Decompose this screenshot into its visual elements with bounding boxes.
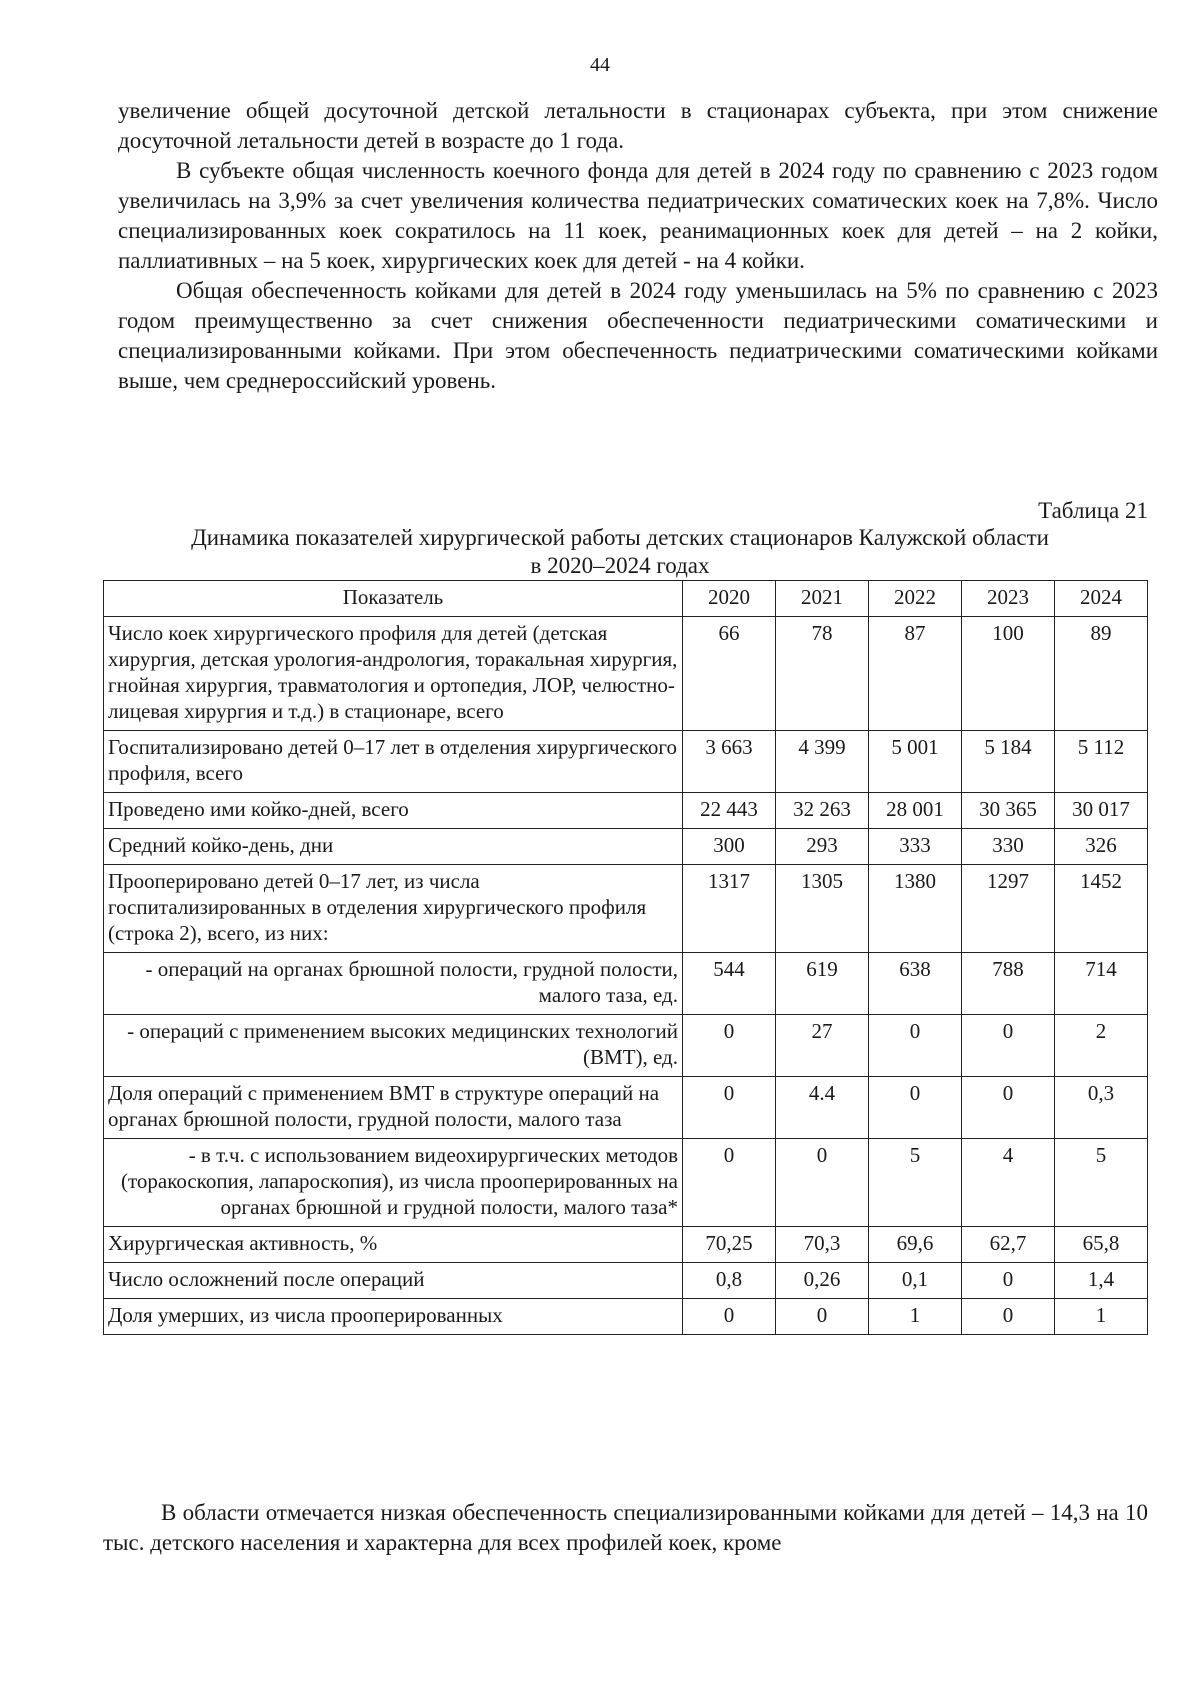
row-value-2022: 0 — [869, 1015, 962, 1077]
row-value-2024: 89 — [1055, 617, 1148, 731]
row-value-2021: 70,3 — [776, 1227, 869, 1263]
row-value-2022: 638 — [869, 953, 962, 1015]
row-value-2020: 0 — [683, 1015, 776, 1077]
row-indicator-label: Число осложнений после операций — [104, 1263, 683, 1299]
row-value-2024: 65,8 — [1055, 1227, 1148, 1263]
table-row — [104, 1227, 1148, 1263]
header-year: 2023 — [962, 581, 1055, 617]
row-value-2023: 0 — [962, 1299, 1055, 1335]
row-indicator-label: Госпитализировано детей 0–17 лет в отделения хирургического профиля, всего — [104, 731, 683, 793]
row-indicator-label: Хирургическая активность, % — [104, 1227, 683, 1263]
header-year: 2024 — [1055, 581, 1148, 617]
row-value-2022: 0,1 — [869, 1263, 962, 1299]
paragraph-1: увеличение общей досуточной детской летальности в стационарах субъекта, при этом снижение досуточной летальности детей в возрасте до 1 года. — [118, 98, 1158, 153]
intro-text — [118, 96, 1158, 396]
row-value-2023: 0 — [962, 1263, 1055, 1299]
row-value-2021: 27 — [776, 1015, 869, 1077]
row-value-2021: 32 263 — [776, 793, 869, 829]
row-value-2022: 1 — [869, 1299, 962, 1335]
paragraph-4: В области отмечается низкая обеспеченность специализированными койками для детей – 14,3 на 10 тыс. детского населения и характерна для всех профилей коек, кроме — [103, 1500, 1148, 1555]
row-value-2024: 5 112 — [1055, 731, 1148, 793]
table-caption-line-2: в 2020–2024 годах — [530, 553, 710, 578]
row-indicator-label: Доля операций с применением ВМТ в структуре операций на органах брюшной полости, грудной полости, малого таза — [104, 1077, 683, 1139]
row-value-2023: 330 — [962, 829, 1055, 865]
row-value-2022: 333 — [869, 829, 962, 865]
row-indicator-label: Прооперировано детей 0–17 лет, из числа госпитализированных в отделения хирургического профиля (строка 2), всего, из них: — [104, 865, 683, 953]
table-row — [104, 1139, 1148, 1227]
row-value-2022: 5 001 — [869, 731, 962, 793]
row-indicator-label: Средний койко-день, дни — [104, 829, 683, 865]
row-value-2020: 1317 — [683, 865, 776, 953]
row-value-2020: 66 — [683, 617, 776, 731]
table-row — [104, 731, 1148, 793]
row-value-2020: 0,8 — [683, 1263, 776, 1299]
table-row — [104, 793, 1148, 829]
table-row — [104, 829, 1148, 865]
row-indicator-label: - операций на органах брюшной полости, грудной полости, малого таза, ед. — [104, 953, 683, 1015]
row-value-2024: 2 — [1055, 1015, 1148, 1077]
row-value-2020: 0 — [683, 1299, 776, 1335]
surgical-indicators-table — [103, 580, 1148, 1335]
table-caption — [80, 524, 1160, 580]
closing-text — [103, 1498, 1148, 1558]
row-value-2024: 714 — [1055, 953, 1148, 1015]
row-value-2024: 1452 — [1055, 865, 1148, 953]
page-number: 44 — [590, 54, 610, 76]
row-value-2022: 5 — [869, 1139, 962, 1227]
row-value-2020: 3 663 — [683, 731, 776, 793]
row-value-2022: 87 — [869, 617, 962, 731]
row-value-2020: 0 — [683, 1139, 776, 1227]
row-value-2020: 22 443 — [683, 793, 776, 829]
row-value-2024: 5 — [1055, 1139, 1148, 1227]
row-indicator-label: Доля умерших, из числа прооперированных — [104, 1299, 683, 1335]
row-indicator-label: - операций с применением высоких медицинских технологий (ВМТ), ед. — [104, 1015, 683, 1077]
row-value-2023: 62,7 — [962, 1227, 1055, 1263]
row-value-2023: 30 365 — [962, 793, 1055, 829]
row-value-2022: 0 — [869, 1077, 962, 1139]
table-row — [104, 865, 1148, 953]
header-year: 2022 — [869, 581, 962, 617]
header-year: 2021 — [776, 581, 869, 617]
row-value-2022: 1380 — [869, 865, 962, 953]
row-value-2022: 28 001 — [869, 793, 962, 829]
row-indicator-label: - в т.ч. с использованием видеохирургических методов (торакоскопия, лапароскопия), из числа прооперированных на органах брюшной и грудной полости, малого таза* — [104, 1139, 683, 1227]
row-value-2020: 300 — [683, 829, 776, 865]
row-value-2024: 326 — [1055, 829, 1148, 865]
row-value-2020: 70,25 — [683, 1227, 776, 1263]
row-value-2023: 100 — [962, 617, 1055, 731]
row-value-2024: 1,4 — [1055, 1263, 1148, 1299]
row-value-2021: 4.4 — [776, 1077, 869, 1139]
header-indicator: Показатель — [104, 581, 683, 617]
row-value-2024: 30 017 — [1055, 793, 1148, 829]
row-value-2024: 0,3 — [1055, 1077, 1148, 1139]
header-year: 2020 — [683, 581, 776, 617]
table-row — [104, 1077, 1148, 1139]
row-value-2023: 0 — [962, 1077, 1055, 1139]
table-row — [104, 1263, 1148, 1299]
row-indicator-label: Число коек хирургического профиля для детей (детская хирургия, детская урология-андрология, торакальная хирургия, гнойная хирургия, травматология и ортопедия, ЛОР, челюстно-лицевая хирургия и т.д.) в стационаре, всего — [104, 617, 683, 731]
row-value-2021: 619 — [776, 953, 869, 1015]
row-value-2023: 788 — [962, 953, 1055, 1015]
row-value-2021: 1305 — [776, 865, 869, 953]
row-value-2021: 293 — [776, 829, 869, 865]
row-value-2021: 78 — [776, 617, 869, 731]
row-value-2022: 69,6 — [869, 1227, 962, 1263]
row-value-2020: 0 — [683, 1077, 776, 1139]
row-value-2023: 4 — [962, 1139, 1055, 1227]
row-value-2021: 0 — [776, 1139, 869, 1227]
table-row — [104, 1015, 1148, 1077]
paragraph-3: Общая обеспеченность койками для детей в 2024 году уменьшилась на 5% по сравнению с 2023 годом преимущественно за счет снижения обеспеченности педиатрическими соматическими и специализированными койками. При этом обеспеченность педиатрическими соматическими койками выше, чем среднероссийский уровень. — [118, 278, 1158, 393]
table-row — [104, 953, 1148, 1015]
row-value-2023: 0 — [962, 1015, 1055, 1077]
row-value-2024: 1 — [1055, 1299, 1148, 1335]
row-value-2021: 0,26 — [776, 1263, 869, 1299]
table-caption-line-1: Динамика показателей хирургической работы детских стационаров Калужской области — [191, 525, 1049, 550]
table-row — [104, 1299, 1148, 1335]
table-label: Таблица 21 — [1038, 498, 1148, 523]
table-header-row — [104, 581, 1148, 617]
paragraph-2: В субъекте общая численность коечного фонда для детей в 2024 году по сравнению с 2023 годом увеличилась на 3,9% за счет увеличения количества педиатрических соматических коек на 7,8%. Число специализированных коек сократилось на 11 коек, реанимационных коек для детей – на 2 койки, паллиативных – на 5 коек, хирургических коек для детей - на 4 койки. — [118, 158, 1158, 273]
row-indicator-label: Проведено ими койко-дней, всего — [104, 793, 683, 829]
table-body — [104, 617, 1148, 1335]
row-value-2021: 0 — [776, 1299, 869, 1335]
table-row — [104, 617, 1148, 731]
row-value-2023: 1297 — [962, 865, 1055, 953]
row-value-2021: 4 399 — [776, 731, 869, 793]
row-value-2023: 5 184 — [962, 731, 1055, 793]
row-value-2020: 544 — [683, 953, 776, 1015]
